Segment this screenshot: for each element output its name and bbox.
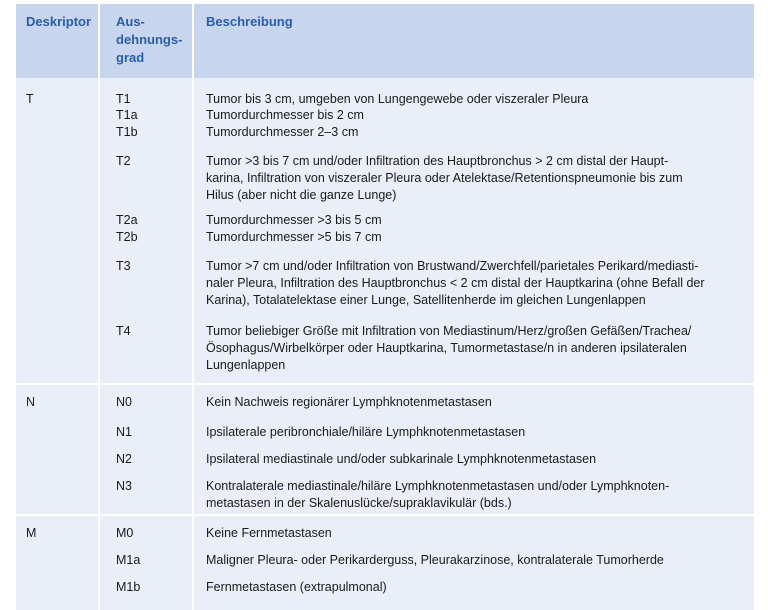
grade-cell: T3 bbox=[116, 259, 131, 273]
grade-cell: N2 bbox=[116, 452, 132, 466]
grade-cell: T1b bbox=[116, 125, 138, 139]
header-column-divider bbox=[98, 4, 100, 78]
grade-cell: N1 bbox=[116, 425, 132, 439]
description-line: Tumordurchmesser 2–3 cm bbox=[206, 125, 359, 139]
description-line: Tumordurchmesser >3 bis 5 cm bbox=[206, 213, 382, 227]
header-descriptor: Deskriptor bbox=[26, 14, 92, 29]
description-line: Ipsilateral mediastinale und/oder subkarinale Lymphknotenmetastasen bbox=[206, 452, 597, 466]
grade-cell: T1 bbox=[116, 92, 131, 106]
grade-cell: N3 bbox=[116, 479, 132, 493]
descriptor-cell: T bbox=[26, 92, 34, 106]
description-line: Ipsilaterale peribronchiale/hiläre Lymphknotenmetastasen bbox=[206, 425, 526, 439]
description-line: Fernmetastasen (extrapulmonal) bbox=[206, 580, 387, 594]
header-column-divider bbox=[192, 4, 194, 78]
grade-cell: T2a bbox=[116, 213, 138, 227]
description-line: metastasen in der Skalenuslücke/supraklavikulär (bds.) bbox=[206, 496, 512, 510]
table-header bbox=[16, 4, 754, 78]
description-line: naler Pleura, Infiltration des Hauptbronchus < 2 cm distal der Hauptkarina (ohne Befall der bbox=[206, 276, 705, 290]
grade-cell: M1b bbox=[116, 580, 141, 594]
grade-cell: T2b bbox=[116, 230, 138, 244]
grade-cell: M1a bbox=[116, 553, 141, 567]
description-line: Ösophagus/Wirbelkörper oder Hauptkarina, Tumormetastase/n in anderen ipsilateralen bbox=[206, 341, 687, 355]
group-separator bbox=[16, 383, 754, 385]
description-line: Hilus (aber nicht die ganze Lunge) bbox=[206, 188, 397, 202]
grade-cell: T2 bbox=[116, 154, 131, 168]
column-divider bbox=[98, 78, 100, 610]
description-line: Tumordurchmesser >5 bis 7 cm bbox=[206, 230, 382, 244]
grade-cell: T1a bbox=[116, 108, 138, 122]
description-line: Tumor >7 cm und/oder Infiltration von Brustwand/Zwerchfell/parietales Perikard/mediasti- bbox=[206, 259, 699, 273]
description-line: Tumor beliebiger Größe mit Infiltration von Mediastinum/Herz/großen Gefäßen/Trachea/ bbox=[206, 324, 692, 338]
header-extent: Aus- dehnungs- grad bbox=[116, 14, 183, 65]
descriptor-cell: M bbox=[26, 526, 37, 540]
grade-cell: T4 bbox=[116, 324, 131, 338]
description-line: Karina), Totalatelektase einer Lunge, Satellitenherde im gleichen Lungenlappen bbox=[206, 293, 646, 307]
group-separator bbox=[16, 514, 754, 516]
tnm-table bbox=[16, 4, 754, 610]
descriptor-cell: N bbox=[26, 395, 36, 409]
description-line: Lungenlappen bbox=[206, 358, 286, 372]
description-line: karina, Infiltration von viszeraler Pleura oder Atelektase/Retentionspneumonie bis zum bbox=[206, 171, 683, 185]
grade-cell: N0 bbox=[116, 395, 132, 409]
description-line: Keine Fernmetastasen bbox=[206, 526, 332, 540]
description-line: Kontralaterale mediastinale/hiläre Lymphknotenmetastasen und/oder Lymphknoten- bbox=[206, 479, 670, 493]
description-line: Kein Nachweis regionärer Lymphknotenmetastasen bbox=[206, 395, 492, 409]
grade-cell: M0 bbox=[116, 526, 134, 540]
column-divider bbox=[192, 78, 194, 610]
description-line: Tumor bis 3 cm, umgeben von Lungengewebe oder viszeraler Pleura bbox=[206, 92, 589, 106]
description-line: Tumordurchmesser bis 2 cm bbox=[206, 108, 364, 122]
header-description: Beschreibung bbox=[206, 14, 293, 29]
description-line: Maligner Pleura- oder Perikarderguss, Pleurakarzinose, kontralaterale Tumorherde bbox=[206, 553, 664, 567]
description-line: Tumor >3 bis 7 cm und/oder Infiltration des Hauptbronchus > 2 cm distal der Haupt- bbox=[206, 154, 669, 168]
